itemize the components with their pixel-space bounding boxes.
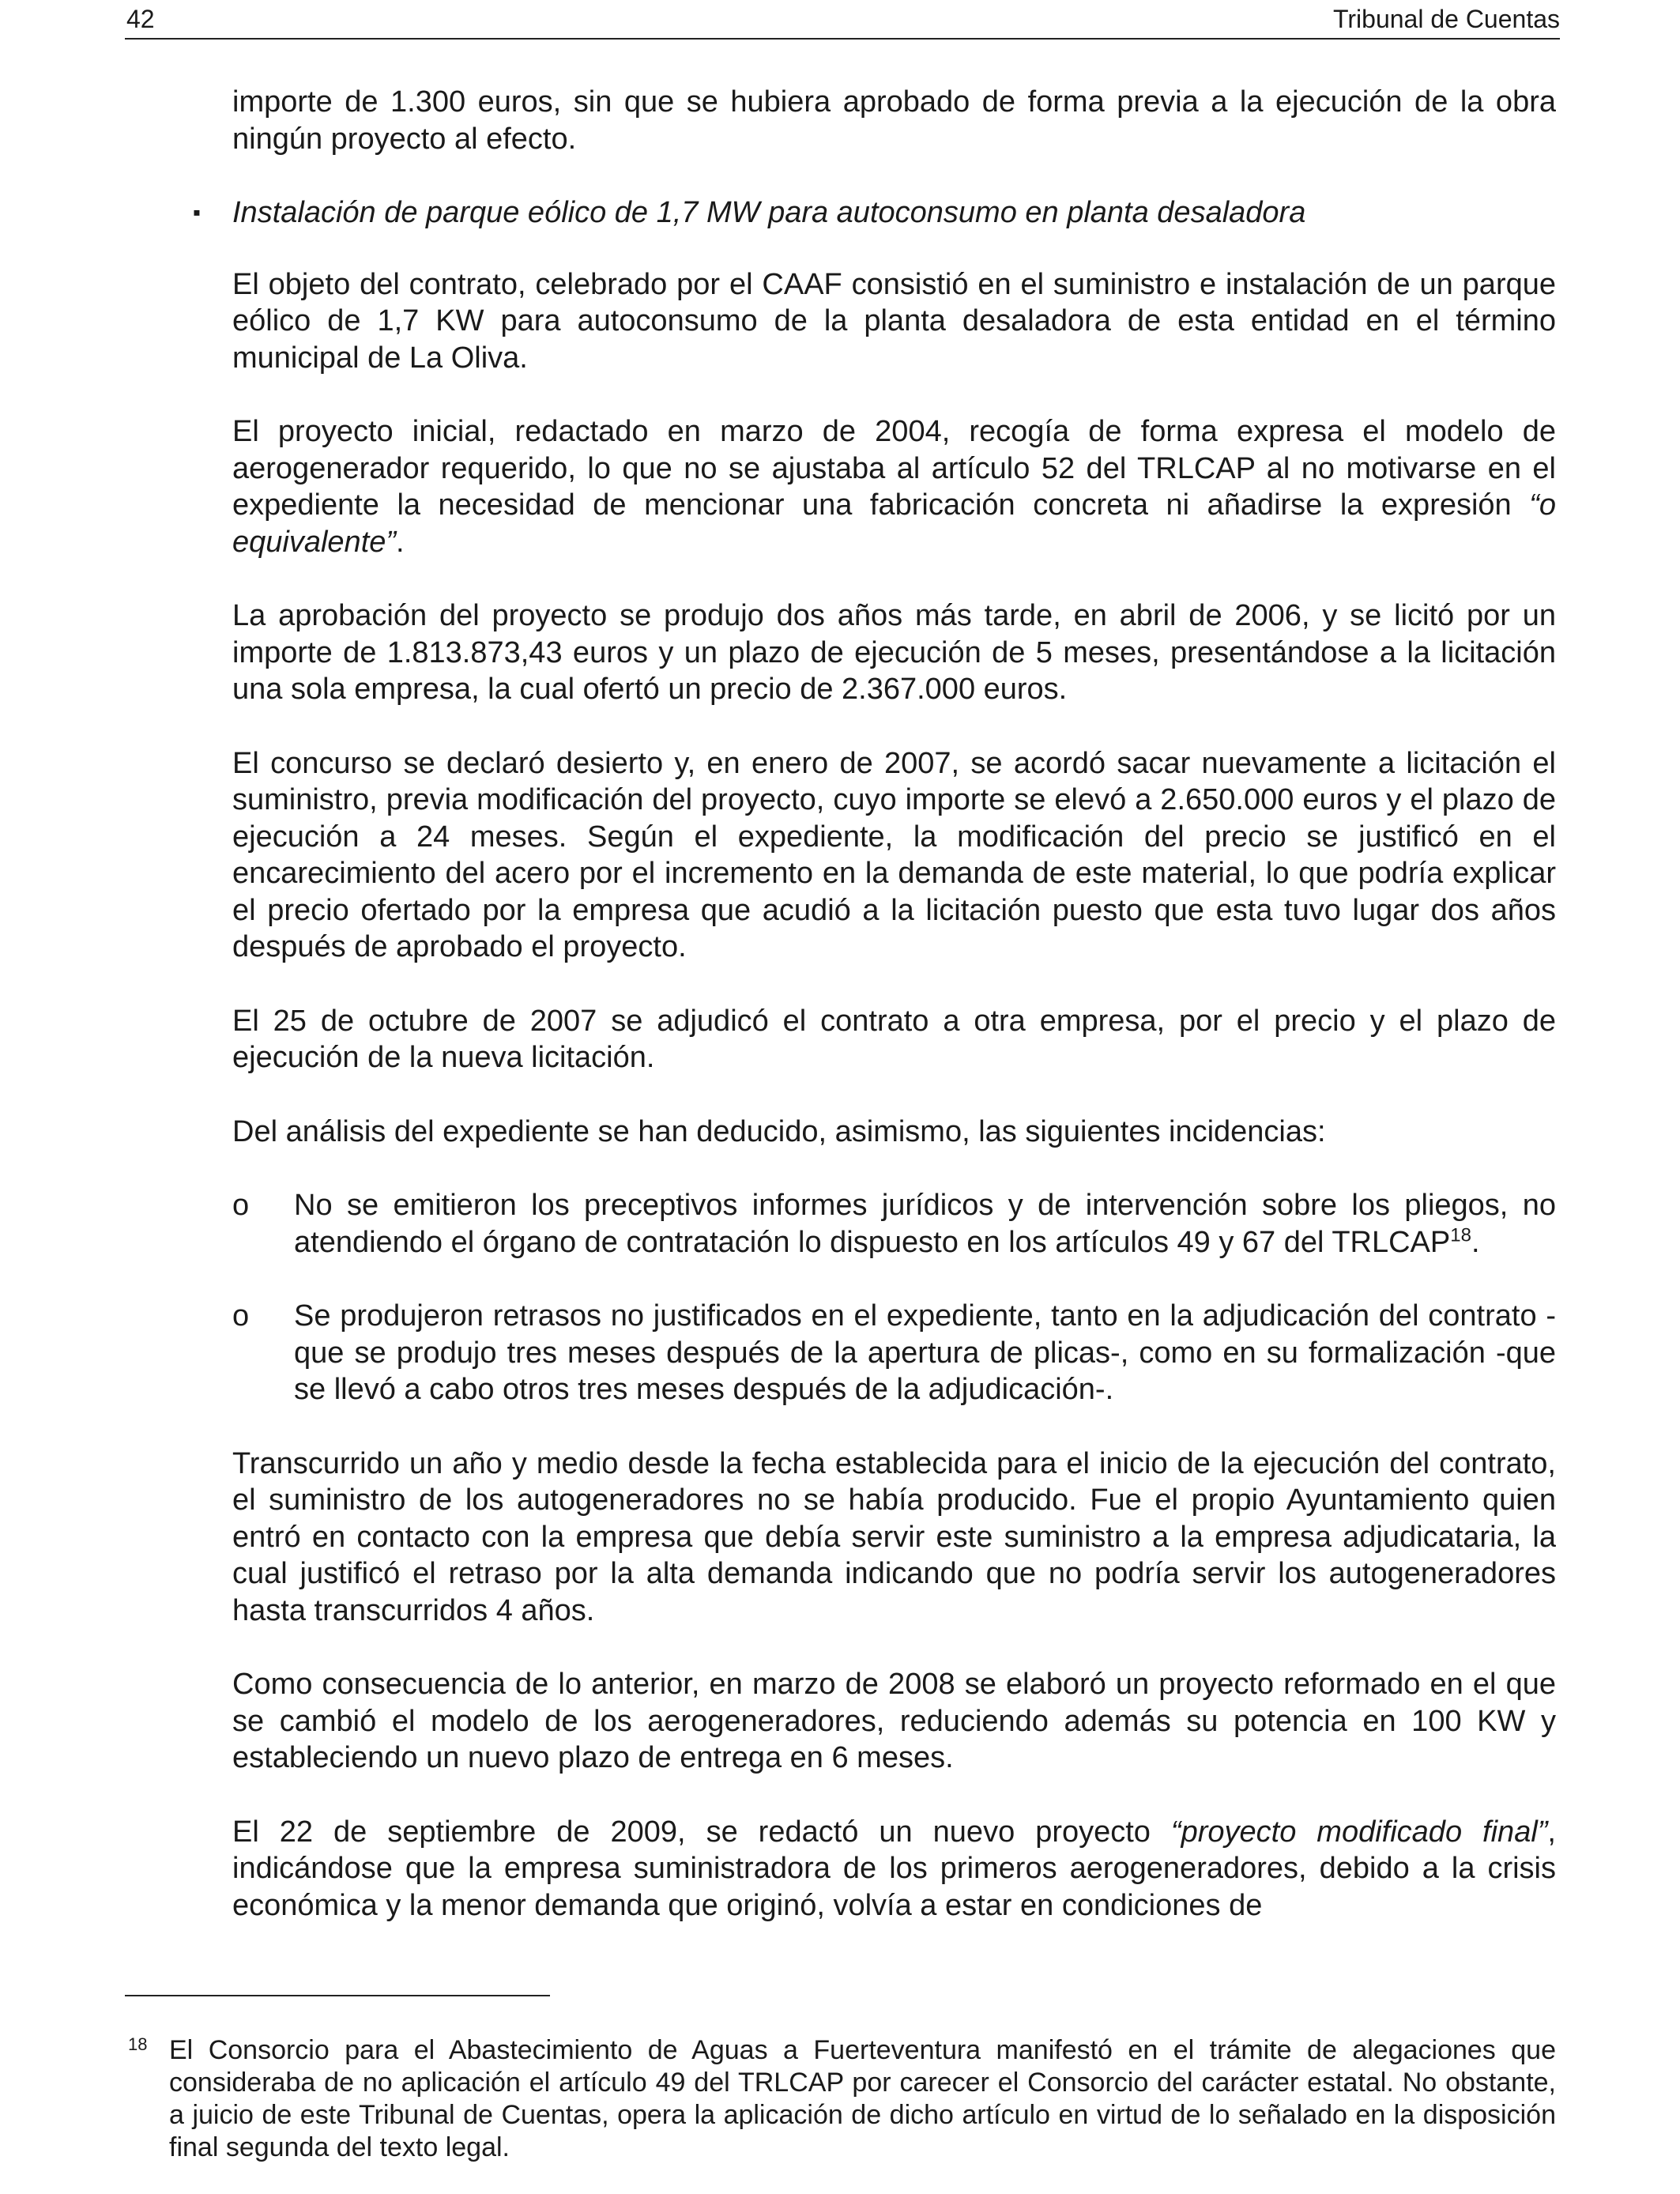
footnote-reference[interactable]: 18 [1450, 1223, 1471, 1246]
list-item: o No se emitieron los preceptivos informes jurídicos y de intervención sobre los pliegos, no atendiendo el órgano de contratación lo dispuesto en los artículos 49 y 67 del TRLCAP$^{18}$. [232, 1189, 1556, 1259]
paragraph: El 25 de octubre de 2007 se adjudicó el contrato a otra empresa, por el precio y el plazo de ejecución de la nueva licitación. [232, 1004, 1556, 1074]
circle-bullet-icon: o [232, 1189, 250, 1222]
bullet-heading-text: Instalación de parque eólico de 1,7 MW para autoconsumo en planta desaladora [232, 196, 1306, 229]
paragraph: La aprobación del proyecto se produjo dos años más tarde, en abril de 2006, y se licitó por un importe de 1.813.873,43 euros y un plazo de ejecución de 5 meses, presentándose a la licitación una sola empresa, la cual ofertó un precio de 2.367.000 euros. [232, 599, 1556, 706]
page-number: 42 [126, 5, 155, 33]
paragraph: Como consecuencia de lo anterior, en marzo de 2008 se elaboró un proyecto reformado en el que se cambió el modelo de los aerogeneradores, reduciendo además su potencia en 100 KW y estableciendo un nuevo plazo de entrega en 6 meses. [232, 1668, 1556, 1774]
paragraph: El concurso se declaró desierto y, en enero de 2007, se acordó sacar nuevamente a licitación el suministro, previa modificación del proyecto, cuyo importe se elevó a 2.650.000 euros y el plazo de ejecución a 24 meses. Según el expediente, la modificación del precio se justificó en el encarecimiento del acero por el incremento en la demanda de este material, lo que podría explicar el precio ofertado por la empresa que acudió a la licitación puesto que esta tuvo lugar dos años después de aprobado el proyecto. [232, 746, 1556, 963]
footnote-marker: 18 [128, 2034, 148, 2054]
paragraph: Del análisis del expediente se han deducido, asimismo, las siguientes incidencias: [232, 1114, 1326, 1148]
footnote-rule [125, 1995, 550, 1996]
paragraph: El 22 de septiembre de 2009, se redactó un nuevo proyecto “proyecto modificado final”, indicándose que la empresa suministradora de los primeros aerogeneradores, debido a la crisis económica y la menor demanda que originó, volvía a estar en condiciones de [232, 1815, 1556, 1922]
paragraph: El proyecto inicial, redactado en marzo de 2004, recogía de forma expresa el modelo de aerogenerador requerido, lo que no se ajustaba al artículo 52 del TRLCAP al no motivarse en el expediente la necesidad de mencionar una fabricación concreta ni añadirse la expresión “o equivalente”. [232, 415, 1556, 559]
paragraph: El objeto del contrato, celebrado por el CAAF consistió en el suministro e instalación de un parque eólico de 1,7 KW para autoconsumo de la planta desaladora de esta entidad en el término municipal de La Oliva. [232, 267, 1556, 375]
footnote [128, 2034, 1556, 2164]
paragraph: Transcurrido un año y medio desde la fecha establecida para el inicio de la ejecución del contrato, el suministro de los autogeneradores no se había producido. Fue el propio Ayuntamiento quien entró en contacto con la empresa que debía servir este suministro a la empresa adjudicataria, la cual justificó el retraso por la alta demanda indicando que no podría servir los autogeneradores hasta transcurridos 4 años. [232, 1446, 1556, 1627]
running-header-title: Tribunal de Cuentas [1333, 5, 1560, 33]
circle-bullet-icon: o [232, 1299, 250, 1333]
body-text [193, 84, 1556, 1961]
list-item: o Se produjeron retrasos no justificados en el expediente, tanto en la adjudicación del contrato -que se produjo tres meses después de la apertura de plicas-, como en su formalización -que se llevó a cabo otros tres meses después de la adjudicación-. [232, 1299, 1556, 1406]
square-bullet-icon: ▪ [193, 200, 201, 224]
header-rule [125, 38, 1560, 40]
bullet-heading [193, 194, 1556, 232]
paragraph: importe de 1.300 euros, sin que se hubiera aprobado de forma previa a la ejecución de la obra ningún proyecto al efecto. [232, 85, 1556, 156]
footnote-text: El Consorcio para el Abastecimiento de Aguas a Fuerteventura manifestó en el trámite de alegaciones que consideraba de no aplicación el artículo 49 del TRLCAP por carecer el Consorcio del carácter estatal. No obstante, a juicio de este Tribunal de Cuentas, opera la aplicación de dicho artículo en virtud de lo señalado en la disposición final segunda del texto legal. [169, 2035, 1556, 2162]
